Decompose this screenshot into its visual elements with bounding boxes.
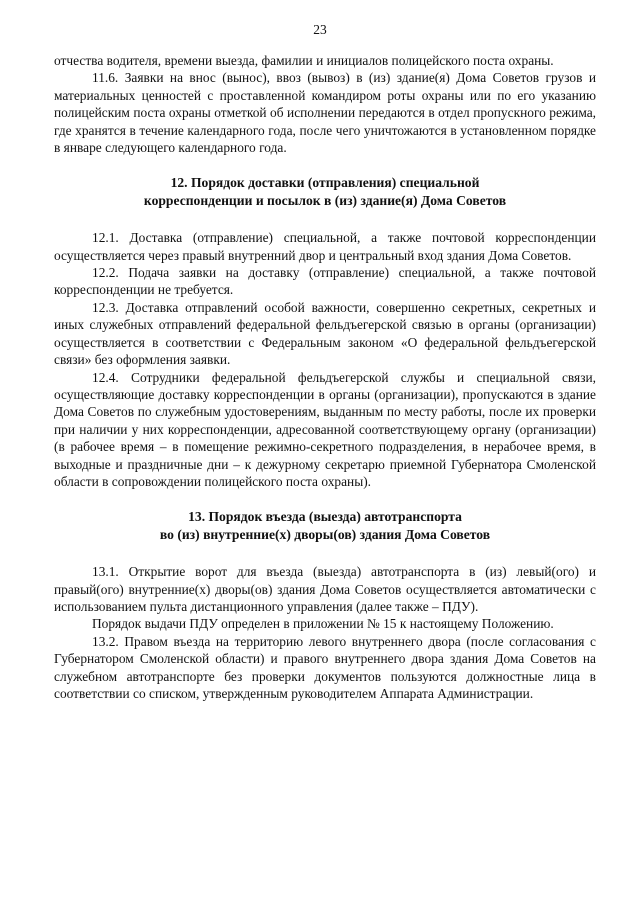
spacer: [54, 490, 596, 508]
spacer: [54, 209, 596, 229]
paragraph-13-1: 13.1. Открытие ворот для въезда (выезда) автотранспорта в (из) левый(ого) и правый(ого) внутренние(х) дворы(ов) здания Дома Советов осуществляется автоматически с использованием пульта дистанционного управления (далее также – ПДУ).: [54, 564, 596, 614]
section-12-title-line1: 12. Порядок доставки (отправления) специальной: [170, 175, 480, 191]
intro-tail-paragraph: отчества водителя, времени выезда, фамилии и инициалов полицейского поста охраны.: [54, 53, 554, 68]
paragraph-11-6: 11.6. Заявки на внос (вынос), ввоз (вывоз) в (из) здание(я) Дома Советов грузов и материальных ценностей с проставленной командиром роты охраны или по его указанию полицейским поста охраны отметкой об исполнении передаются в отдел пропускного режима, где хранятся в течение календарного года, после чего уничтожаются в установленном порядке в январе следующего календарного года.: [54, 70, 596, 156]
section-13-title-line2: во (из) внутренние(х) дворы(ов) здания Дома Советов: [159, 526, 491, 542]
paragraph-13-2: 13.2. Правом въезда на территорию левого внутреннего двора (после согласования с Губернатором Смоленской области) и правого внутреннего двора здания Дома Советов на служебном автотранспорте без проверки документов пользуются должностные лица в соответствии со списком, утвержденным руководителем Аппарата Администрации.: [54, 633, 596, 701]
paragraph-12-4: 12.4. Сотрудники федеральной фельдъегерской службы и специальной связи, осуществляющие доставку корреспонденции в органы (организации), пропускаются в здание Дома Советов по служебным удостоверениям, выданным по месту работы, после их проверки при наличии у них корреспонденции, адресованной соответствующему органу (организации) (в рабочее время – в помещение режимно-секретного подразделения, в нерабочее время, в выходные и праздничные дни – к дежурному секретарю приемной Губернатора Смоленской области в сопровождении полицейского поста охраны).: [54, 369, 596, 489]
page-number: 23: [313, 22, 327, 37]
paragraph-13-1-note: Порядок выдачи ПДУ определен в приложении № 15 к настоящему Положению.: [92, 616, 554, 632]
paragraph-12-1: 12.1. Доставка (отправление) специальной, а также почтовой корреспонденции осуществляется через правый внутренний двор и центральный вход здания Дома Советов.: [54, 230, 596, 263]
page-content: [54, 52, 596, 702]
spacer: [54, 156, 596, 174]
spacer: [54, 543, 596, 563]
paragraph-12-3: 12.3. Доставка отправлений особой важности, совершенно секретных, секретных и иных служебных отправлений федеральной фельдъегерской связью в органы (организации) осуществляется в соответствии с Федеральным законом «О федеральной фельдъегерской связи» без оформления заявки.: [54, 299, 596, 368]
section-12-title: [54, 174, 596, 209]
section-12-title-line2: корреспонденции и посылок в (из) здание(я) Дома Советов: [143, 192, 507, 208]
paragraph-12-2: 12.2. Подача заявки на доставку (отправление) специальной, а также почтовой корреспонденции не требуется.: [54, 265, 596, 298]
section-13-title-line1: 13. Порядок въезда (выезда) автотранспорта: [188, 509, 462, 525]
section-13-title: [54, 508, 596, 543]
